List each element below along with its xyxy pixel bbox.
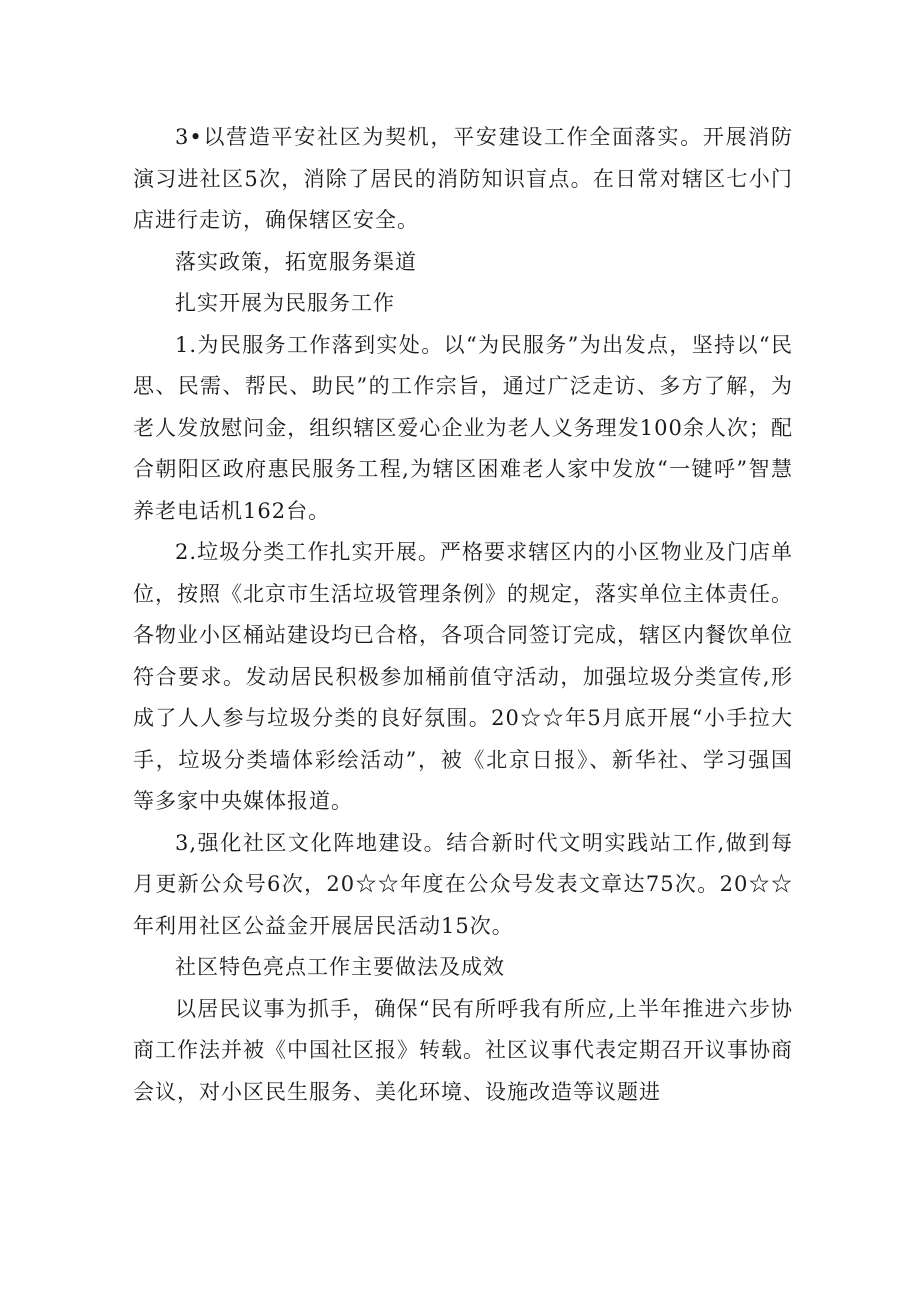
paragraph-culture: 3,强化社区文化阵地建设。结合新时代文明实践站工作,做到每月更新公众号6次，20☆☆年度在公众号发表文章达75次。20☆☆年利用社区公益金开展居民活动15次。 xyxy=(133,830,793,938)
section-heading-service: 扎实开展为民服务工作 xyxy=(175,291,395,315)
paragraph-service-work: 1.为民服务工作落到实处。以“为民服务”为出发点，坚持以“民思、民需、帮民、助民”的工作宗旨，通过广泛走访、多方了解，为老人发放慰问金，组织辖区爱心企业为老人义务理发100余人次；配合朝阳区政府惠民服务工程,为辖区困难老人家中发放“一键呼”智慧养老电话机162台。 xyxy=(133,332,793,523)
paragraph-safety: 3•以营造平安社区为契机，平安建设工作全面落实。开展消防演习进社区5次，消除了居民的消防知识盲点。在日常对辖区七小门店进行走访，确保辖区安全。 xyxy=(133,125,793,232)
section-heading-highlights: 社区特色亮点工作主要做法及成效 xyxy=(175,955,505,979)
paragraph-deliberation: 以居民议事为抓手，确保“民有所呼我有所应,上半年推进六步协商工作法并被《中国社区报》转载。社区议事代表定期召开议事协商会议，对小区民生服务、美化环境、设施改造等议题进 xyxy=(133,996,793,1104)
document-page xyxy=(133,117,793,1113)
paragraph-garbage-sorting: 2.垃圾分类工作扎实开展。严格要求辖区内的小区物业及门店单位，按照《北京市生活垃圾管理条例》的规定，落实单位主体责任。各物业小区桶站建设均已合格，各项合同签订完成，辖区内餐饮单位符合要求。发动居民积极参加桶前值守活动，加强垃圾分类宣传,形成了人人参与垃圾分类的良好氛围。20☆☆年5月底开展“小手拉大手，垃圾分类墙体彩绘活动”，被《北京日报》、新华社、学习强国等多家中央媒体报道。 xyxy=(133,540,793,813)
section-heading-policy: 落实政策，拓宽服务渠道 xyxy=(175,249,417,274)
